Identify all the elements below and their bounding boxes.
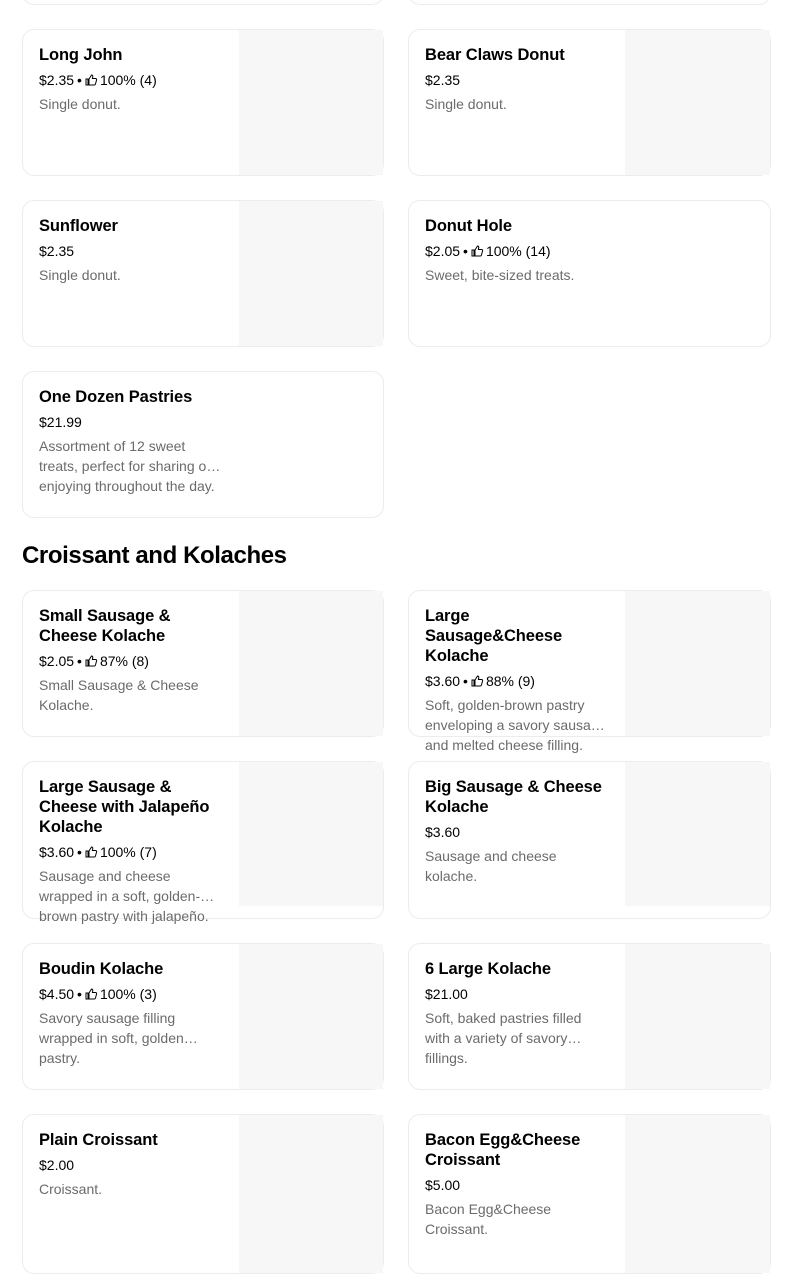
item-meta	[39, 241, 223, 261]
menu-item-card[interactable]	[22, 200, 384, 347]
item-image-placeholder	[625, 1115, 770, 1273]
item-meta	[39, 412, 223, 432]
item-price: $2.35	[425, 72, 461, 88]
item-meta: $4.50 • 100% (3)	[39, 986, 157, 1002]
menu-item-card[interactable]	[408, 1114, 771, 1274]
item-name: Boudin Kolache	[39, 960, 164, 978]
menu-item-card-partial[interactable]	[22, 0, 384, 5]
menu-item-card[interactable]	[22, 1114, 384, 1274]
item-description: Small Sausage & Cheese Kolache.	[39, 677, 199, 713]
thumbs-up-icon	[85, 652, 97, 664]
item-name: Sunflower	[39, 217, 118, 235]
thumbs-up-icon	[85, 985, 97, 997]
item-image-placeholder	[625, 591, 770, 736]
thumbs-up-icon	[471, 672, 483, 684]
item-rating: 100% (3)	[99, 986, 157, 1002]
item-description: Sausage and cheese wrapped in a soft, golden-brown pastry with jalapeño.	[39, 868, 209, 924]
item-name: Bear Claws Donut	[425, 46, 565, 64]
item-image-placeholder	[239, 1115, 383, 1273]
item-name: Big Sausage & Cheese Kolache	[425, 778, 602, 816]
menu-item-card[interactable]	[22, 590, 384, 737]
menu-item-card[interactable]	[22, 371, 384, 518]
menu-item-card[interactable]	[408, 200, 771, 347]
item-price: $2.35	[39, 72, 75, 88]
item-name: 6 Large Kolache	[425, 960, 551, 978]
item-description: Bacon Egg&Cheese Croissant.	[425, 1201, 552, 1237]
item-meta: $2.05 • 87% (8)	[39, 653, 149, 669]
item-image-placeholder	[625, 762, 770, 906]
thumbs-up-icon	[471, 242, 483, 254]
item-name: Long John	[39, 46, 123, 64]
item-rating: 100% (14)	[485, 243, 551, 259]
item-rating: 88% (9)	[485, 673, 535, 689]
item-price: $4.50	[39, 986, 75, 1002]
item-price: $3.60	[425, 824, 461, 840]
item-meta	[425, 984, 609, 1004]
item-price: $2.00	[39, 1157, 75, 1173]
item-price: $2.05	[39, 653, 75, 669]
item-description: Sweet, bite-sized treats.	[425, 267, 575, 283]
menu-item-card[interactable]	[22, 29, 384, 176]
item-description: Soft, golden-brown pastry enveloping a savory sausage and melted cheese filling.	[425, 697, 607, 753]
item-meta: $2.05 • 100% (14)	[425, 243, 551, 259]
item-meta: $2.35 • 100% (4)	[39, 72, 157, 88]
item-meta: $3.60 • 88% (9)	[425, 673, 535, 689]
item-name: Small Sausage & Cheese Kolache	[39, 607, 171, 645]
section-title: Croissant and Kolaches	[22, 542, 287, 569]
item-name: Donut Hole	[425, 217, 512, 235]
item-description: Soft, baked pastries filled with a variety of savory fillings.	[425, 1010, 582, 1066]
item-meta	[39, 1155, 223, 1175]
item-description: Sausage and cheese kolache.	[425, 848, 557, 884]
item-description: Assortment of 12 sweet treats, perfect for sharing or enjoying throughout the day.	[39, 438, 215, 494]
item-image-placeholder	[239, 201, 383, 346]
item-image-placeholder	[239, 30, 383, 175]
item-price: $21.99	[39, 414, 82, 430]
item-rating: 100% (4)	[99, 72, 157, 88]
item-meta	[425, 70, 609, 90]
item-price: $2.05	[425, 243, 461, 259]
menu-item-card[interactable]	[408, 29, 771, 176]
item-rating: 87% (8)	[99, 653, 149, 669]
menu-item-card-partial[interactable]	[408, 0, 771, 5]
item-image-placeholder	[625, 944, 770, 1089]
item-meta	[425, 1175, 609, 1195]
menu-item-card[interactable]	[408, 590, 771, 753]
item-price: $21.00	[425, 986, 468, 1002]
item-description: Single donut.	[39, 267, 121, 283]
item-price: $5.00	[425, 1177, 461, 1193]
menu-item-card[interactable]	[22, 761, 384, 924]
item-description: Savory sausage filling wrapped in soft, golden pastry.	[39, 1010, 184, 1066]
item-description: Single donut.	[39, 96, 121, 112]
menu-item-card[interactable]	[22, 943, 384, 1090]
item-description: Croissant.	[39, 1181, 103, 1197]
thumbs-up-icon	[85, 843, 97, 855]
menu-item-card[interactable]	[408, 761, 771, 919]
item-name: Large Sausage&Cheese Kolache	[425, 607, 563, 665]
item-name: One Dozen Pastries	[39, 388, 193, 406]
item-image-placeholder	[239, 762, 383, 906]
item-image-placeholder	[239, 944, 383, 1089]
item-price: $3.60	[425, 673, 461, 689]
item-name: Plain Croissant	[39, 1131, 158, 1149]
item-price: $3.60	[39, 844, 75, 860]
item-name: Bacon Egg&Cheese Croissant	[425, 1131, 581, 1169]
item-name: Large Sausage & Cheese with Jalapeño Kolache	[39, 778, 210, 836]
menu-item-card[interactable]	[408, 943, 771, 1090]
item-rating: 100% (7)	[99, 844, 157, 860]
item-meta: $3.60 • 100% (7)	[39, 844, 157, 860]
item-price: $2.35	[39, 243, 75, 259]
thumbs-up-icon	[85, 71, 97, 83]
item-image-placeholder	[239, 591, 383, 736]
item-description: Single donut.	[425, 96, 507, 112]
item-image-placeholder	[625, 30, 770, 175]
item-meta	[425, 822, 609, 842]
